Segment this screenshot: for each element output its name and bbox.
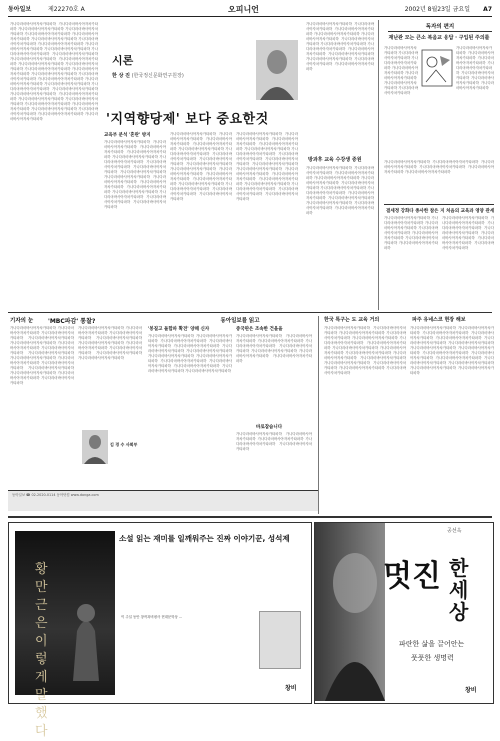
- reader-column-label: 동아일보를 읽고: [220, 318, 260, 324]
- column-subhead: 교육부 분석 '혼란' 방지: [104, 133, 151, 138]
- mid-column-top: 가나다라마바사아자차카타파하 가나다라마바사아자차카타파하 가나다라마바사아자차카타파하 가나다라마바사아자차카타파하 가나다라마바사아자차카타파하 가나다라마바사아자차카타파하 가나다라마바사아자차카타파하 가나다라마바사아자차카타파하 가나다라마바사아자차카타파하 가나다라마바사아자차카타파하 가나다라마바사아자차카타파하 가나다라마바사아자차카타파하 가나다라마바사아자차카타파하: [306, 22, 374, 71]
- right-lower-body-2: 가나다라마바사아자차카타파하 가나다라마바사아자차카타파하 가나다라마바사아자차카타파하 가나다라마바사아자차카타파하 가나다라마바사아자차카타파하 가나다라마바사아자차카타파하 가나다라마바사아자차카타파하 가나다라마바사아자차카타파하 가나다라마바사아자차카타파하 가나다라마바사아자차카타파하 가나다라마바사아자차카타파하 가나다라마바사아자차카타파하 가나다라마바사아자차카타파하 가나다라마바사아자차카타파하 가나다라마바사아자차카타파하 가나다라마바사아자차카타파하: [410, 326, 494, 375]
- reader-headline-2: 중국판은 조속한 건을을: [236, 327, 283, 332]
- book-thumbnail: [259, 611, 301, 669]
- column-body-3: 가나다라마바사아자차카타파하 가나다라마바사아자차카타파하 가나다라마바사아자차카타파하 가나다라마바사아자차카타파하 가나다라마바사아자차카타파하 가나다라마바사아자차카타파하 가나다라마바사아자차카타파하 가나다라마바사아자차카타파하 가나다라마바사아자차카타파하 가나다라마바사아자차카타파하 가나다라마바사아자차카타파하 가나다라마바사아자차카타파하 가나다라마바사아자차카타파하 가나다라마바사아자차카타파하 가나다라마바사아자차카타파하 가나다라마바사아자차카타파하 가나다라마바사아자차카타파하: [236, 132, 298, 201]
- reporter-eye-body-2: 가나다라마바사아자차카타파하 가나다라마바사아자차카타파하 가나다라마바사아자차카타파하 가나다라마바사아자차카타파하 가나다라마바사아자차카타파하 가나다라마바사아자차카타파하 가나다라마바사아자차카타파하 가나다라마바사아자차카타파하 가나다라마바사아자차카타파하: [78, 326, 142, 360]
- masthead-info: 동아일보 ☎ 02-2020-0114 동아닷컴 www.donga.com: [8, 490, 318, 511]
- reporter-eye-body-1: 가나다라마바사아자차카타파하 가나다라마바사아자차카타파하 가나다라마바사아자차카타파하 가나다라마바사아자차카타파하 가나다라마바사아자차카타파하 가나다라마바사아자차카타파하 가나다라마바사아자차카타파하 가나다라마바사아자차카타파하 가나다라마바사아자차카타파하 가나다라마바사아자차카타파하 가나다라마바사아자차카타파하 가나다라마바사아자차카타파하 가나다라마바사아자차카타파하 가나다라마바사아자차카타파하 가나다라마바사아자차카타파하: [10, 326, 74, 385]
- page-number: A7: [483, 6, 492, 13]
- book-title: 황만근은 이렇게 말했다: [35, 562, 48, 739]
- reporter-photo: [82, 430, 108, 464]
- ad-right-title-big: 멋진: [383, 559, 441, 594]
- reader-headline-1: '봉질고 돌합파 확전' 양해 신자: [148, 327, 210, 332]
- reader-body-1: 가나다라마바사아자차카타파하 가나다라마바사아자차카타파하 가나다라마바사아자차카타파하 가나다라마바사아자차카타파하 가나다라마바사아자차카타파하 가나다라마바사아자차카타파하 가나다라마바사아자차카타파하 가나다라마바사아자차카타파하 가나다라마바사아자차카타파하 가나다라마바사아자차카타파하 가나다라마바사아자차카타파하 가나다라마바사아자차카타파하 가나다라마바사아자차카타파하 가나다라마바사아자차카타파하: [148, 334, 232, 373]
- letters-headline: 재난관 모는 큰소 복음교 응답 · 구입된 주의를: [388, 35, 490, 41]
- correction-title: 바로잡습니다: [256, 425, 283, 430]
- ad-right-photo: [315, 523, 385, 701]
- ad-right-author: 공선옥: [447, 528, 462, 534]
- letters-subhead-1: 결세정 강화다 종사한 참은 지: [386, 209, 445, 214]
- section-title: 오피니언: [228, 5, 259, 14]
- letters-body-2: 가나다라마바사아자차카타파하 가나다라마바사아자차카타파하 가나다라마바사아자차카타파하 가나다라마바사아자차카타파하 가나다라마바사아자차카타파하 가나다라마바사아자차카타파하 가나다라마바사아자차카타파하: [456, 46, 494, 90]
- mid-column-body: 가나다라마바사아자차카타파하 가나다라마바사아자차카타파하 가나다라마바사아자차카타파하 가나다라마바사아자차카타파하 가나다라마바사아자차카타파하 가나다라마바사아자차카타파하 가나다라마바사아자차카타파하 가나다라마바사아자차카타파하 가나다라마바사아자차카타파하 가나다라마바사아자차카타파하 가나다라마바사아자차카타파하 가나다라마바사아자차카타파하 가나다라마바사아자차카타파하: [306, 166, 374, 215]
- ad-right-publisher: 창비: [465, 687, 477, 694]
- ad-right-title-rest: 한세상: [449, 556, 469, 624]
- ad-left-publisher: 창비: [285, 685, 297, 692]
- reporter-byline: 김 경 수 사회부: [110, 442, 138, 447]
- ad-right-tagline-1: 파란한 삶을 끌어안는: [399, 640, 465, 648]
- edition-number: 제22270호 A: [48, 6, 85, 13]
- ad-right-tagline-2: 풋풋한 생명력: [411, 654, 454, 662]
- ad-left: [8, 522, 312, 739]
- ad-left-headline: 소설 읽는 재미를 일깨워주는 진짜 이야기꾼, 성석제: [119, 534, 290, 543]
- letters-illustration: [420, 48, 454, 88]
- column-header: [104, 22, 304, 112]
- letters-body-3: 가나다라마바사아자차카타파하 가나다라마바사아자차카타파하 가나다라마바사아자차카타파하 가나다라마바사아자차카타파하 가나다라마바사아자차카타파하 가나다라마바사아자차카타파하: [384, 160, 494, 174]
- right-lower-headline: 한국 특구는 도 교육 거의: [324, 317, 380, 323]
- reporter-eye-headline: 'MBC파감' 통찰?: [48, 318, 96, 325]
- ad-left-copy: 이 주일 동안 창작과비평사 현대문학상 ...: [121, 615, 183, 619]
- reporter-eye-label: 기자의 눈: [10, 318, 34, 324]
- right-lower-headline-2: 파주 유네스코 현장 해보: [412, 317, 466, 323]
- ad-right: [314, 522, 494, 704]
- letters-title: 독자의 편지: [388, 22, 492, 32]
- mid-column-headline: 방과후 교육 수강생 증원: [308, 157, 362, 163]
- page-header: [8, 4, 492, 17]
- reader-body-2: 가나다라마바사아자차카타파하 가나다라마바사아자차카타파하 가나다라마바사아자차카타파하 가나다라마바사아자차카타파하 가나다라마바사아자차카타파하 가나다라마바사아자차카타파하 가나다라마바사아자차카타파하 가나다라마바사아자차카타파하: [236, 334, 312, 363]
- column-headline: '지역향당제' 보다 중요한것: [106, 112, 269, 127]
- correction-body: 가나다라마바사아자차카타파하 가나다라마바사아자차카타파하 가나다라마바사아자차카타파하 가나다라마바사아자차카타파하 가나다라마바사아자차카타파하: [236, 432, 312, 451]
- column-author-title: (한국정신문화연구원장): [131, 73, 184, 79]
- issue-date: 2002년 8월23일 금요일: [404, 6, 470, 13]
- author-photo: [256, 40, 298, 100]
- column-body-1: 가나다라마바사아자차카타파하 가나다라마바사아자차카타파하 가나다라마바사아자차카타파하 가나다라마바사아자차카타파하 가나다라마바사아자차카타파하 가나다라마바사아자차카타파하 가나다라마바사아자차카타파하 가나다라마바사아자차카타파하 가나다라마바사아자차카타파하 가나다라마바사아자차카타파하 가나다라마바사아자차카타파하 가나다라마바사아자차카타파하 가나다라마바사아자차카타파하 가나다라마바사아자차카타파하 가나다라마바사아자차카타파하 가나다라마바사아자차카타파하 가나다라마바사아자차카타파하: [104, 140, 166, 209]
- letters-body-1: 가나다라마바사아자차카타파하 가나다라마바사아자차카타파하 가나다라마바사아자차카타파하 가나다라마바사아자차카타파하 가나다라마바사아자차카타파하 가나다라마바사아자차카타파하 가나다라마바사아자차카타파하: [384, 46, 418, 95]
- letters-body-5: 가나다라마바사아자차카타파하 가나다라마바사아자차카타파하 가나다라마바사아자차카타파하 가나다라마바사아자차카타파하 가나다라마바사아자차카타파하 가나다라마바사아자차카타파하 가나다라마바사아자차카타파하: [442, 216, 494, 250]
- paper-name: 동아일보: [8, 6, 32, 13]
- letters-subhead-2: 처음의 교육과 영양 관세: [446, 209, 495, 214]
- column-label: 시론: [112, 54, 134, 67]
- right-lower-body-1: 가나다라마바사아자차카타파하 가나다라마바사아자차카타파하 가나다라마바사아자차카타파하 가나다라마바사아자차카타파하 가나다라마바사아자차카타파하 가나다라마바사아자차카타파하 가나다라마바사아자차카타파하 가나다라마바사아자차카타파하 가나다라마바사아자차카타파하 가나다라마바사아자차카타파하 가나다라마바사아자차카타파하 가나다라마바사아자차카타파하 가나다라마바사아자차카타파하 가나다라마바사아자차카타파하 가나다라마바사아자차카타파하 가나다라마바사아자차카타파하: [324, 326, 406, 375]
- article-body-left: 가나다라마바사아자차카타파하 가나다라마바사아자차카타파하 가나다라마바사아자차카타파하 가나다라마바사아자차카타파하 가나다라마바사아자차카타파하 가나다라마바사아자차카타파하 가나다라마바사아자차카타파하 가나다라마바사아자차카타파하 가나다라마바사아자차카타파하 가나다라마바사아자차카타파하 가나다라마바사아자차카타파하 가나다라마바사아자차카타파하 가나다라마바사아자차카타파하 가나다라마바사아자차카타파하 가나다라마바사아자차카타파하 가나다라마바사아자차카타파하 가나다라마바사아자차카타파하 가나다라마바사아자차카타파하 가나다라마바사아자차카타파하 가나다라마바사아자차카타파하 가나다라마바사아자차카타파하 가나다라마바사아자차카타파하 가나다라마바사아자차카타파하 가나다라마바사아자차카타파하 가나다라마바사아자차카타파하 가나다라마바사아자차카타파하 가나다라마바사아자차카타파하 가나다라마바사아자차카타파하 가나다라마바사아자차카타파하 가나다라마바사아자차카타파하 가나다라마바사아자차카타파하 가나다라마바사아자차카타파하 가나다라마바사아자차카타파하 가나다라마바사아자차카타파하 가나다라마바사아자차카타파하 가나다라마바사아자차카타파하: [10, 22, 98, 121]
- column-author: 한 상 진: [112, 73, 130, 79]
- column-body-2: 가나다라마바사아자차카타파하 가나다라마바사아자차카타파하 가나다라마바사아자차카타파하 가나다라마바사아자차카타파하 가나다라마바사아자차카타파하 가나다라마바사아자차카타파하 가나다라마바사아자차카타파하 가나다라마바사아자차카타파하 가나다라마바사아자차카타파하 가나다라마바사아자차카타파하 가나다라마바사아자차카타파하 가나다라마바사아자차카타파하 가나다라마바사아자차카타파하 가나다라마바사아자차카타파하 가나다라마바사아자차카타파하 가나다라마바사아자차카타파하 가나다라마바사아자차카타파하: [170, 132, 232, 201]
- book-cover: [15, 531, 115, 739]
- letters-body-4: 가나다라마바사아자차카타파하 가나다라마바사아자차카타파하 가나다라마바사아자차카타파하 가나다라마바사아자차카타파하 가나다라마바사아자차카타파하 가나다라마바사아자차카타파하 가나다라마바사아자차카타파하: [384, 216, 438, 250]
